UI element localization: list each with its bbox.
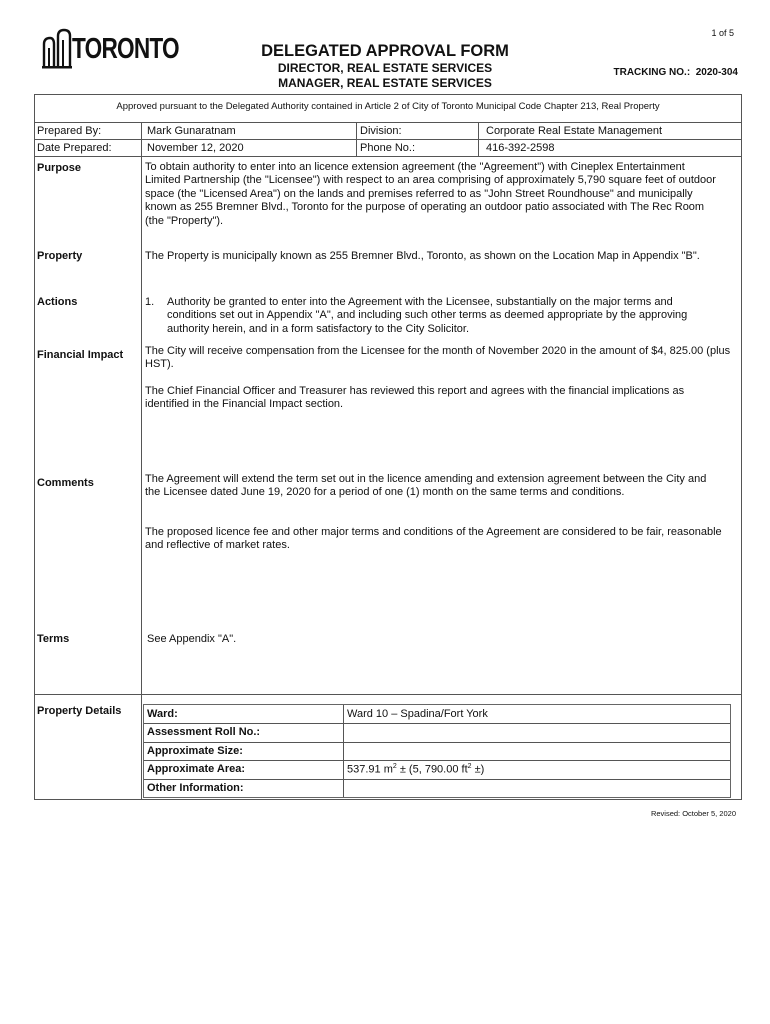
date-prepared-label: Date Prepared:	[37, 142, 112, 154]
financial-impact-label: Financial Impact	[37, 349, 124, 361]
property-details-label: Property Details	[37, 705, 122, 717]
page-number: 1 of 5	[711, 28, 734, 38]
tracking-number	[614, 67, 739, 78]
tracking-label: TRACKING NO.:	[613, 67, 691, 78]
table-row	[144, 705, 730, 724]
tracking-value: 2020-304	[695, 67, 738, 78]
text-line: conditions set out in Appendix "A", and including such other terms as deemed appropriate by the approving	[167, 309, 688, 322]
form-subtitle-director: DIRECTOR, REAL ESTATE SERVICES	[277, 61, 493, 75]
approximate-area-label: Approximate Area:	[147, 763, 246, 775]
text-line: identified in the Financial Impact section.	[145, 398, 344, 411]
date-prepared-value: November 12, 2020	[147, 142, 244, 154]
divider	[356, 122, 357, 156]
prepared-by-label: Prepared By:	[37, 125, 102, 137]
text-line: The proposed licence fee and other major terms and conditions of the Agreement are considered to be fair, reasonable	[145, 526, 722, 538]
prepared-by-value: Mark Gunaratnam	[147, 125, 236, 137]
text-line: HST).	[145, 358, 174, 371]
area-metric: 537.91 m	[347, 763, 393, 776]
area-suffix: ±)	[471, 763, 485, 776]
text-line: The Chief Financial Officer and Treasurer has reviewed this report and agrees with the financial implications as	[145, 385, 685, 397]
property-label: Property	[37, 250, 83, 262]
form-title: DELEGATED APPROVAL FORM	[261, 42, 509, 60]
financial-impact-text-2	[145, 385, 739, 412]
text-line: (the "Property").	[145, 214, 224, 227]
phone-value: 416-392-2598	[486, 142, 555, 154]
actions-text	[167, 296, 739, 336]
text-line: The Agreement will extend the term set out in the licence amending and extension agreement between the City and	[145, 473, 707, 485]
superscript: 2	[467, 763, 472, 770]
financial-impact-text-1	[145, 345, 741, 372]
comments-text-2	[145, 526, 741, 553]
table-row	[144, 779, 730, 798]
text-line: Limited Partnership (the "Licensee") with respect to an area comprising of approximately 5,790 square feet of outdoor	[145, 174, 716, 187]
actions-item-number: 1.	[145, 296, 155, 308]
text-line: authority herein, and in a form satisfactory to the City Solicitor.	[167, 322, 470, 335]
text-line: To obtain authority to enter into an licence extension agreement (the "Agreement") with Cineplex Entertainment	[145, 161, 685, 173]
toronto-wordmark: TORONTO	[72, 33, 179, 65]
table-row	[144, 760, 730, 779]
ward-label: Ward:	[147, 708, 178, 720]
division-value: Corporate Real Estate Management	[486, 125, 663, 137]
text-line: Authority be granted to enter into the Agreement with the Licensee, substantially on the major terms and	[167, 296, 673, 308]
text-line: the Licensee dated June 19, 2020 for a period of one (1) month on the same terms and conditions.	[145, 486, 625, 499]
area-imperial: ± (5, 790.00 ft	[396, 763, 468, 776]
revised-date: Revised: October 5, 2020	[650, 809, 736, 818]
superscript: 2	[392, 763, 397, 770]
divider	[478, 122, 479, 156]
terms-label: Terms	[37, 633, 70, 645]
other-information-label: Other Information:	[147, 782, 244, 794]
division-label: Division:	[360, 125, 402, 137]
table-row	[144, 723, 730, 742]
property-details-table	[143, 704, 731, 798]
text-line: The City will receive compensation from the Licensee for the month of November 2020 in the amount of $4, 825.00 (plus	[145, 345, 731, 357]
purpose-label: Purpose	[37, 162, 82, 174]
text-line: known as 255 Bremner Blvd., Toronto for the purpose of operating an outdoor patio associated with The Rec Room	[145, 201, 705, 214]
assessment-roll-label: Assessment Roll No.:	[147, 726, 261, 738]
purpose-text	[145, 161, 739, 228]
actions-label: Actions	[37, 296, 78, 308]
phone-label: Phone No.:	[360, 142, 416, 154]
property-text: The Property is municipally known as 255 Bremner Blvd., Toronto, as shown on the Location Map in Appendix "B".	[145, 250, 700, 262]
comments-label: Comments	[37, 477, 94, 489]
approximate-size-label: Approximate Size:	[147, 745, 243, 757]
text-line: and reflective of market rates.	[145, 539, 290, 552]
approximate-area-value	[347, 763, 484, 776]
delegated-authority-statement: Approved pursuant to the Delegated Authority contained in Article 2 of City of Toronto Municipal Code Chapter 213, Real Property	[116, 101, 660, 112]
ward-value: Ward 10 – Spadina/Fort York	[347, 708, 488, 720]
comments-text-1	[145, 473, 739, 500]
table-row	[144, 742, 730, 761]
form-subtitle-manager: MANAGER, REAL ESTATE SERVICES	[278, 76, 492, 90]
terms-text: See Appendix "A".	[147, 633, 237, 645]
divider	[141, 122, 142, 800]
text-line: space (the "Licensed Area") on the lands and premises referred to as "John Street Roundhouse" and municipally	[145, 187, 693, 200]
